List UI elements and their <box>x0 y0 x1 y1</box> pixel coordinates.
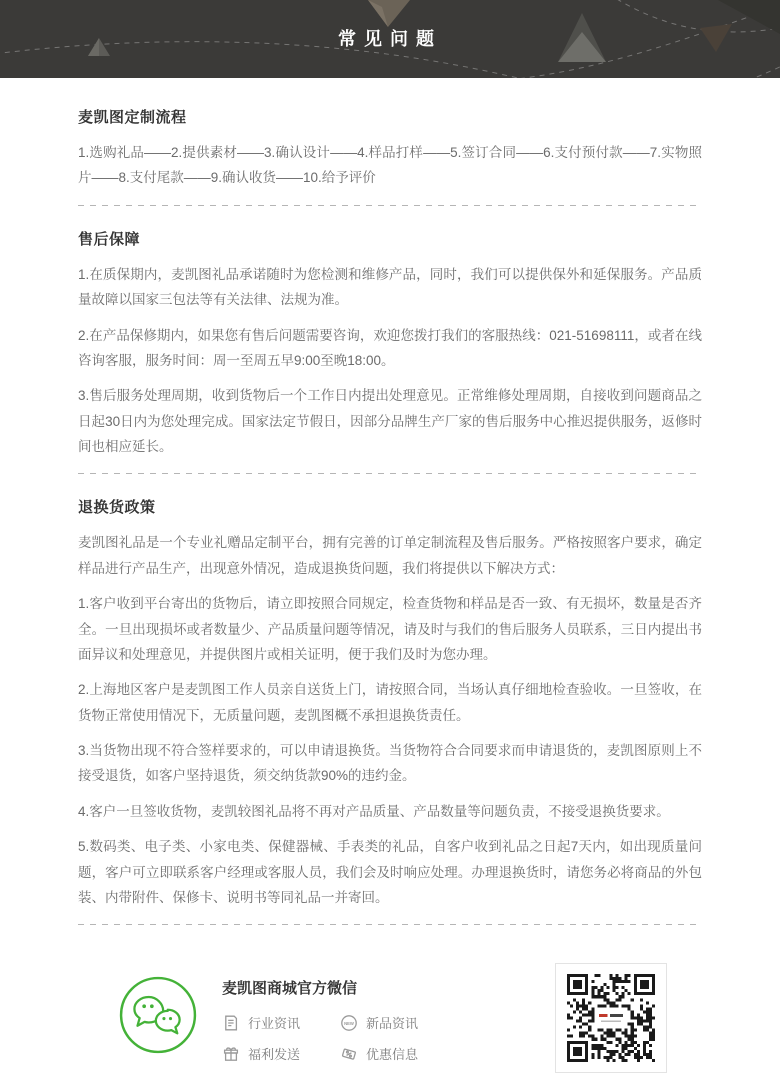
feature-label: 优惠信息 <box>366 1047 419 1063</box>
paragraph: 3.当货物出现不符合签样要求的，可以申请退换货。当货物符合合同要求而申请退货的，麦凯图原则上不接受退货，如客户坚持退货，须交纳货款90%的违约金。 <box>78 743 702 784</box>
coupon-offers-icon <box>340 1045 358 1063</box>
gift-benefits-icon <box>222 1045 240 1063</box>
svg-text:NEW: NEW <box>344 1020 354 1026</box>
feature-label: 新品资讯 <box>366 1016 419 1032</box>
industry-news-doc-icon <box>222 1014 240 1032</box>
page-title: 常见问题 <box>338 29 442 49</box>
wechat-info <box>222 963 480 1063</box>
dashed-divider <box>78 473 702 474</box>
wechat-feature-list <box>222 1013 480 1063</box>
section-custom-process <box>78 106 702 191</box>
wechat-icon <box>118 975 198 1060</box>
paragraph: 麦凯图礼品是一个专业礼赠品定制平台，拥有完善的订单定制流程及售后服务。严格按照客户要求，确定样品进行产品生产，出现意外情况，造成退换货问题，我们将提供以下解决方式： <box>78 535 702 576</box>
paragraph: 2.上海地区客户是麦凯图工作人员亲自送货上门，请按照合同，当场认真仔细地检查验收。一旦签收，在货物正常使用情况下，无质量问题，麦凯图概不承担退换货责任。 <box>78 682 702 723</box>
wechat-qr-code <box>555 963 667 1073</box>
feature-label: 福利发送 <box>248 1047 301 1063</box>
header-banner <box>0 0 780 78</box>
section-title: 退换货政策 <box>78 499 156 517</box>
list-item <box>340 1044 480 1063</box>
feature-label: 行业资讯 <box>248 1016 301 1032</box>
paragraph: 2.在产品保修期内，如果您有售后问题需要咨询，欢迎您拨打我们的客服热线：021-51698111，或者在线咨询客服，服务时间：周一至周五早9:00至晚18:00。 <box>78 327 702 368</box>
section-after-sales <box>78 228 702 460</box>
paragraph: 1.在质保期内，麦凯图礼品承诺随时为您检测和维修产品，同时，我们可以提供保外和延保服务。产品质量故障以国家三包法等有关法律、法规为准。 <box>78 266 702 308</box>
list-item <box>222 1013 340 1032</box>
new-products-badge-icon <box>340 1014 358 1032</box>
section-title: 售后保障 <box>78 230 141 248</box>
section-return-policy <box>78 496 702 910</box>
faq-content <box>0 78 780 925</box>
wechat-account-title: 麦凯图商城官方微信 <box>222 980 358 998</box>
paragraph: 5.数码类、电子类、小家电类、保健器械、手表类的礼品，自客户收到礼品之日起7天内，如出现质量问题，客户可立即联系客户经理或客服人员，我们会及时响应处理。办理退换货时，请您务必将商品的外包装、内带附件、保修卡、说明书等同礼品一并寄回。 <box>78 839 702 905</box>
list-item <box>340 1013 480 1032</box>
list-item <box>222 1044 340 1063</box>
paragraph: 3.售后服务处理周期，收到货物后一个工作日内提出处理意见。正常维修处理周期，自接收到问题商品之日起30日内为您处理完成。国家法定节假日，因部分品牌生产厂家的售后服务中心推迟提供服务，返修时间也相应延长。 <box>78 388 702 454</box>
dashed-divider <box>78 924 702 925</box>
paragraph: 1.客户收到平台寄出的货物后，请立即按照合同规定，检查货物和样品是否一致、有无损坏，数量是否齐全。一旦出现损坏或者数量少、产品质量问题等情况，请及时与我们的售后服务人员联系，三日内提出书面异议和处理意见，并提供图片或相关证明，便于我们及时为您办理。 <box>78 596 702 662</box>
dashed-divider <box>78 205 702 206</box>
paragraph: 1.选购礼品——2.提供素材——3.确认设计——4.样品打样——5.签订合同——6.支付预付款——7.实物照片——8.支付尾款——9.确认收货——10.给予评价 <box>78 145 702 186</box>
wechat-footer <box>0 947 780 1073</box>
paragraph: 4.客户一旦签收货物，麦凯较图礼品将不再对产品质量、产品数量等问题负责，不接受退换货要求。 <box>78 803 670 819</box>
section-title: 麦凯图定制流程 <box>78 109 187 126</box>
